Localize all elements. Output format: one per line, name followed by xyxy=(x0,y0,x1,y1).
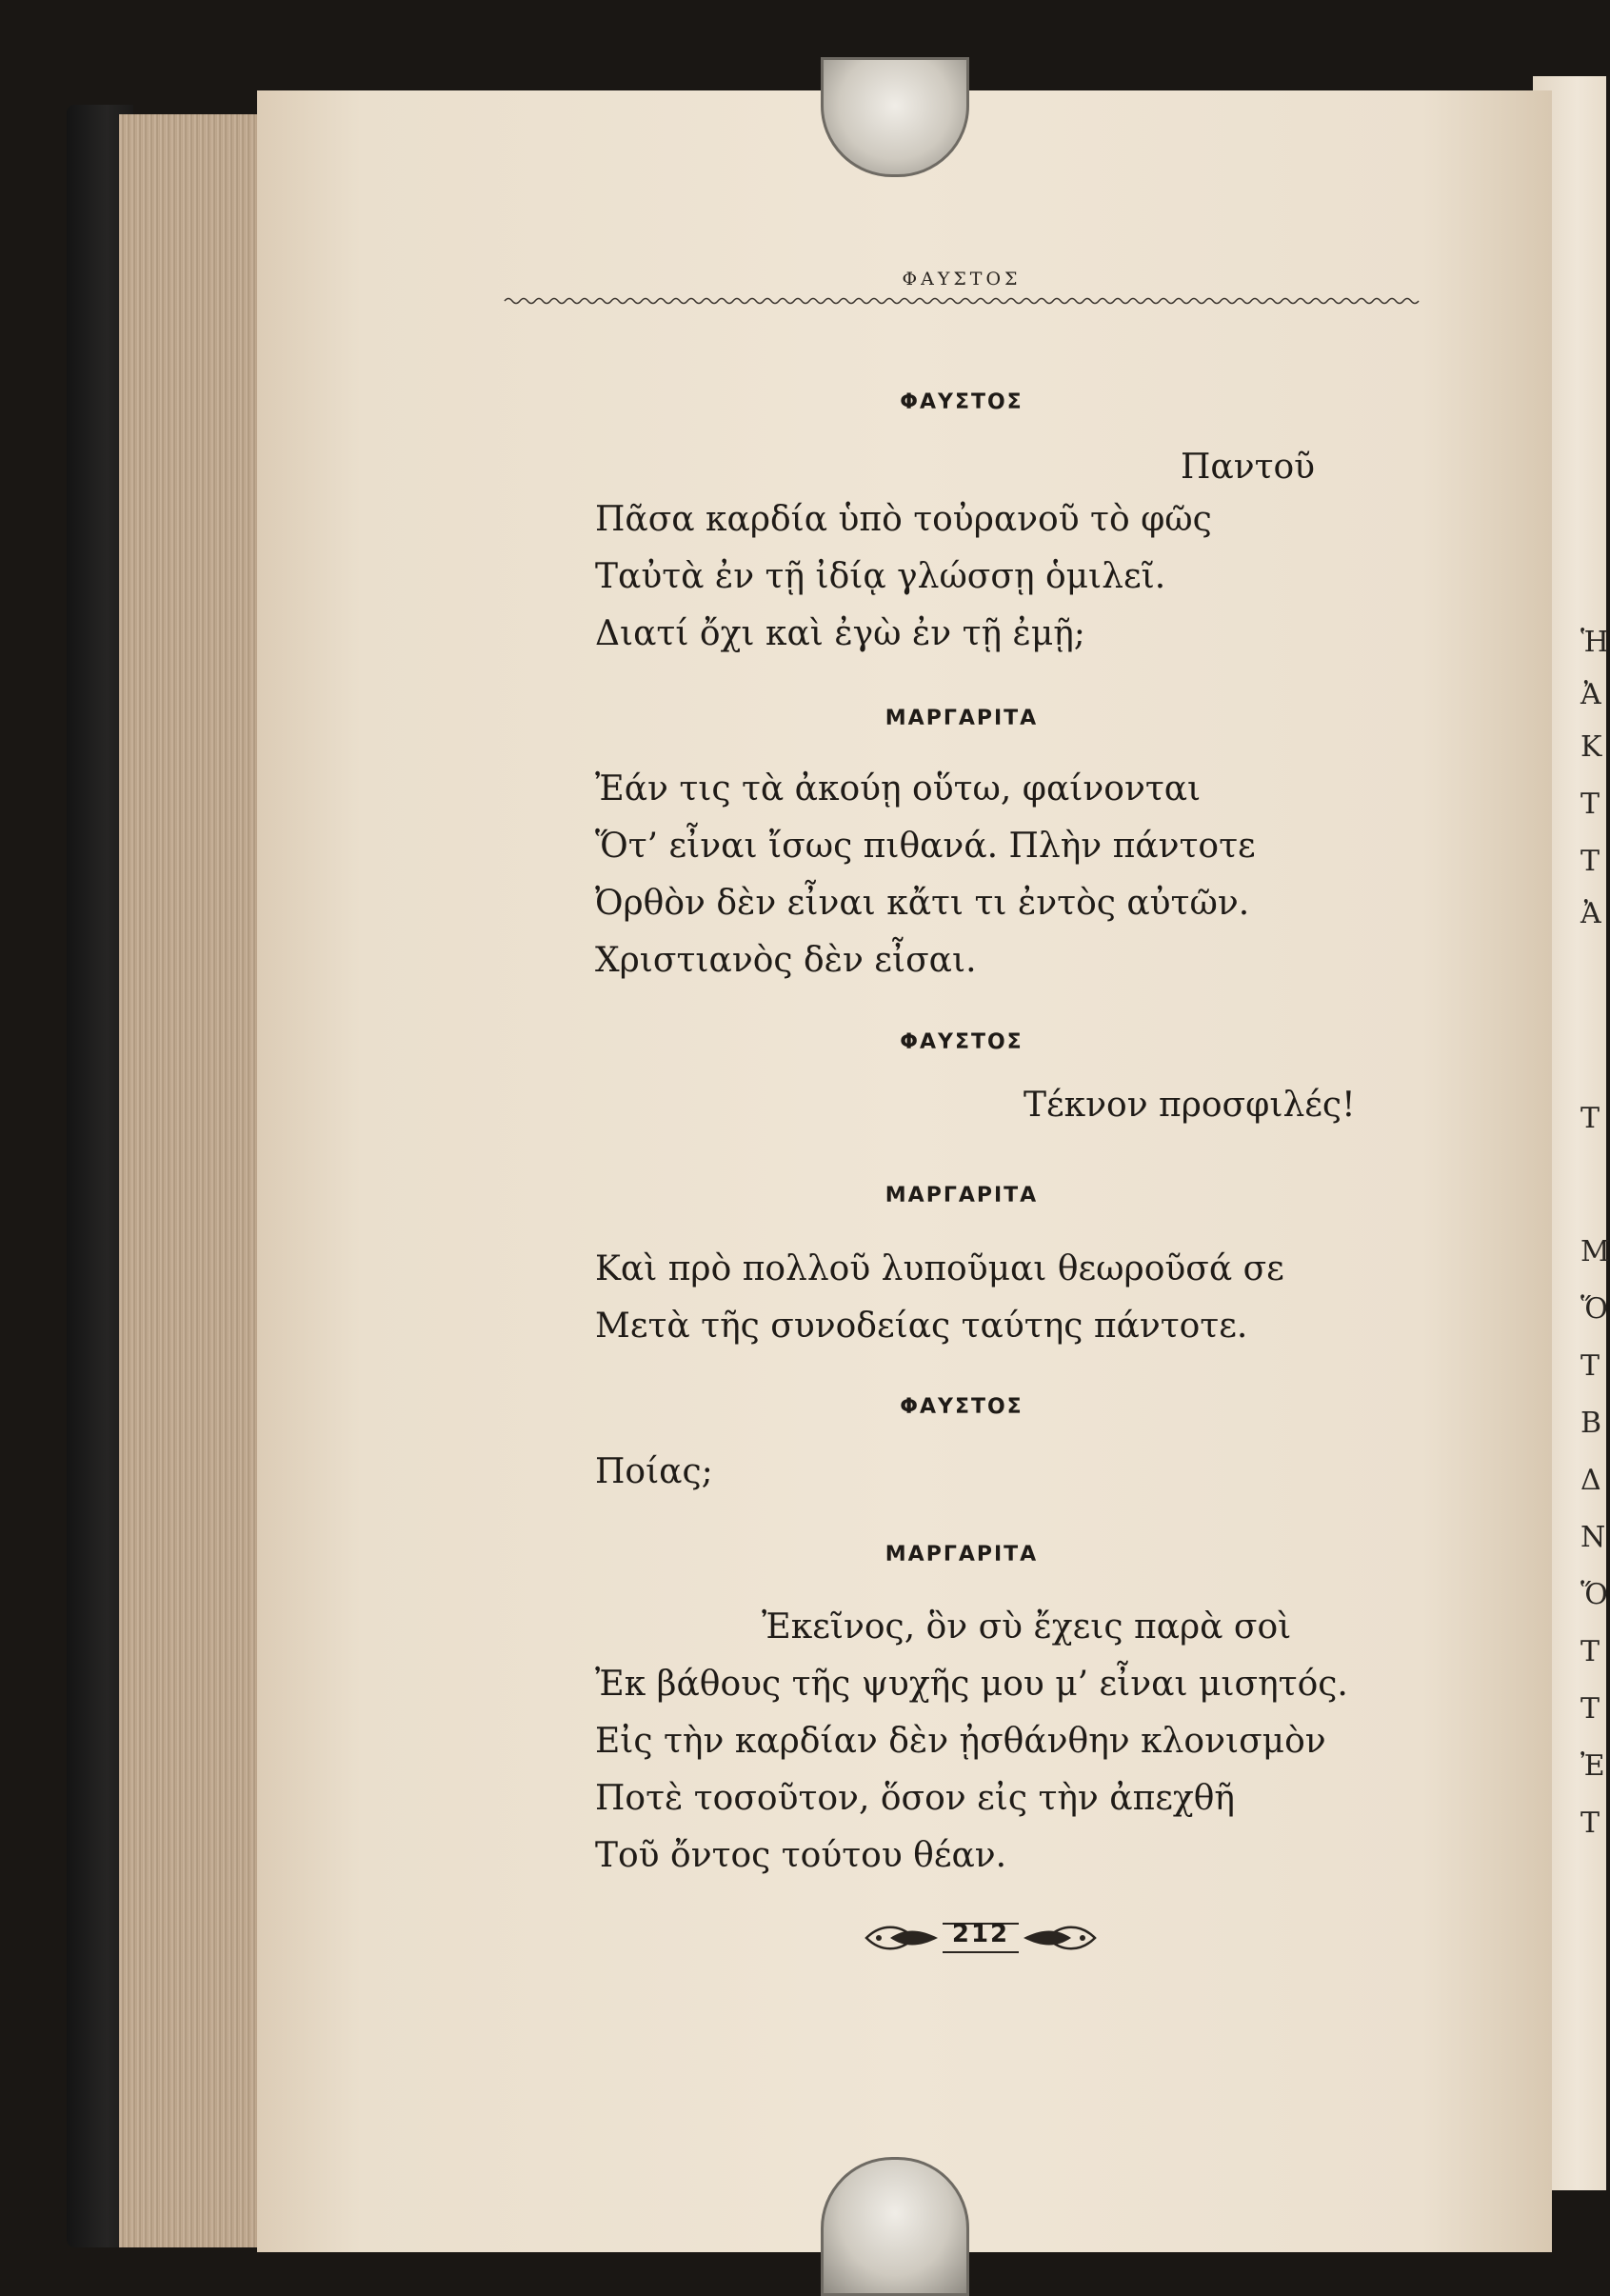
facing-letter: Τ xyxy=(1580,1349,1600,1383)
facing-letter: Ἡ xyxy=(1580,626,1609,659)
facing-letter: Ἀ xyxy=(1580,678,1601,711)
verse-line: Τέκνον προσφιλές! xyxy=(1024,1086,1356,1125)
facing-letter: Δ xyxy=(1580,1464,1601,1497)
speaker-faustos: ΦΑΥΣΤΟΣ xyxy=(900,1395,1024,1419)
verse-line: Εἰς τὴν καρδίαν δὲν ᾐσθάνθην κλονισμὸν xyxy=(595,1722,1326,1761)
facing-letter: Ν xyxy=(1580,1521,1606,1554)
facing-letter: Μ xyxy=(1580,1235,1610,1268)
page-number: 212 xyxy=(951,1920,1010,1948)
facing-letter: Ὅ xyxy=(1580,1578,1608,1611)
verse-line: Ὀρθὸν δὲν εἶναι κἄτι τι ἐντὸς αὐτῶν. xyxy=(595,884,1250,923)
facing-letter: Τ xyxy=(1580,1102,1600,1135)
facing-letter: Ὅ xyxy=(1580,1292,1608,1326)
verse-line: Καὶ πρὸ πολλοῦ λυποῦμαι θεωροῦσά σε xyxy=(595,1249,1284,1288)
page-number-ornament xyxy=(862,1914,1100,1962)
bottom-page-clip xyxy=(821,2157,969,2296)
verse-line: Ἐκ βάθους τῆς ψυχῆς μου μ’ εἶναι μισητός. xyxy=(595,1665,1348,1704)
facing-letter: Ἀ xyxy=(1580,897,1601,930)
verse-line: Ἐκεῖνος, ὃν σὺ ἔχεις παρὰ σοὶ xyxy=(762,1607,1292,1647)
facing-letter: Τ xyxy=(1580,1692,1600,1726)
verse-line: Τοῦ ὄντος τούτου θέαν. xyxy=(595,1836,1007,1875)
verse-line: Πᾶσα καρδία ὑπὸ τοὐρανοῦ τὸ φῶς xyxy=(595,500,1212,539)
page-edges xyxy=(119,114,262,2247)
running-header: ΦΑΥΣΤΟΣ xyxy=(902,269,1022,289)
facing-letter: Τ xyxy=(1580,845,1600,878)
facing-letter: Τ xyxy=(1580,1635,1600,1668)
verse-line: Διατί ὄχι καὶ ἐγὼ ἐν τῇ ἐμῇ; xyxy=(595,614,1085,653)
verse-line: Ὅτ’ εἶναι ἴσως πιθανά. Πλὴν πάντοτε xyxy=(595,827,1256,866)
speaker-margarita: ΜΑΡΓΑΡΙΤΑ xyxy=(885,1184,1039,1208)
facing-letter: Β xyxy=(1580,1407,1602,1440)
speaker-margarita: ΜΑΡΓΑΡΙΤΑ xyxy=(885,707,1039,730)
speaker-margarita: ΜΑΡΓΑΡΙΤΑ xyxy=(885,1543,1039,1567)
speaker-faustos: ΦΑΥΣΤΟΣ xyxy=(900,1030,1024,1054)
facing-letter: Τ xyxy=(1580,1807,1600,1840)
verse-line: Ποίας; xyxy=(595,1452,713,1491)
verse-line: Παντοῦ xyxy=(1181,448,1316,487)
facing-letter: Τ xyxy=(1580,788,1600,821)
header-wavy-rule xyxy=(505,294,1419,308)
facing-letter: Ἐ xyxy=(1580,1749,1605,1783)
facing-letter: Κ xyxy=(1580,730,1602,764)
verse-line: Ποτὲ τοσοῦτον, ὅσον εἰς τὴν ἀπεχθῆ xyxy=(595,1779,1235,1818)
verse-line: Ἐάν τις τὰ ἀκούῃ οὕτω, φαίνονται xyxy=(595,769,1202,809)
verse-line: Ταὐτὰ ἐν τῇ ἰδίᾳ γλώσσῃ ὁμιλεῖ. xyxy=(595,557,1166,596)
verse-line: Χριστιανὸς δὲν εἶσαι. xyxy=(595,941,977,980)
verse-line: Μετὰ τῆς συνοδείας ταύτης πάντοτε. xyxy=(595,1307,1248,1346)
speaker-faustos: ΦΑΥΣΤΟΣ xyxy=(900,390,1024,414)
